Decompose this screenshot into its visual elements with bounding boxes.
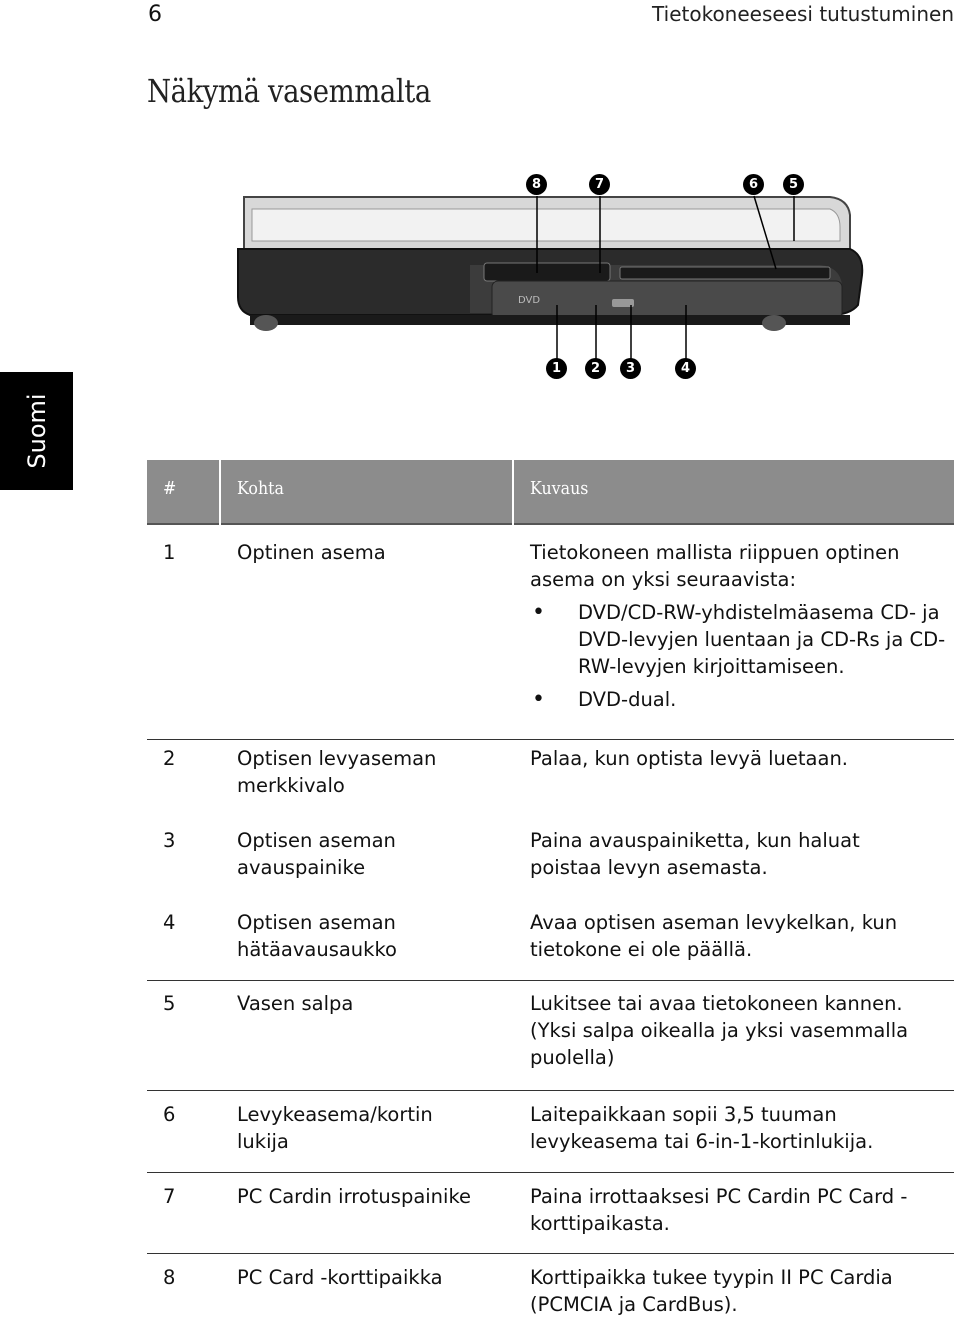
callout-1: 1 — [546, 358, 567, 379]
side-tab-label: Suomi — [22, 393, 51, 469]
bullet-list — [530, 599, 950, 713]
callout-3: 3 — [620, 358, 641, 379]
bullet-item: • DVD/CD-RW-yhdistelmäasema CD- ja DVD-levyjen luentaan ja CD-Rs ja CD-RW-levyjen kirjoittamiseen. — [530, 599, 950, 680]
table-row — [147, 822, 954, 904]
running-head: Tietokoneeseesi tutustuminen — [652, 2, 954, 26]
laptop-illustration — [230, 165, 870, 385]
row-item: Optisen aseman avauspainike — [237, 829, 396, 879]
components-table — [147, 460, 954, 1330]
callout-7: 7 — [589, 174, 610, 195]
row-num: 4 — [163, 911, 176, 934]
row-num: 7 — [163, 1185, 176, 1208]
row-desc: Korttipaikka tukee tyypin II PC Cardia (PCMCIA ja CardBus). — [530, 1266, 893, 1316]
row-desc: Paina irrottaaksesi PC Cardin PC Card -korttipaikasta. — [530, 1185, 908, 1235]
section-title: Näkymä vasemmalta — [147, 72, 431, 110]
table-row — [147, 1254, 954, 1330]
row-desc: Paina avauspainiketta, kun haluat poistaa levyn asemasta. — [530, 829, 860, 879]
callout-8: 8 — [526, 174, 547, 195]
header-desc: Kuvaus — [530, 478, 589, 499]
row-item: PC Cardin irrotuspainike — [237, 1185, 472, 1208]
page-number: 6 — [148, 2, 162, 27]
row-desc: Laitepaikkaan sopii 3,5 tuuman levykeasema tai 6-in-1-kortinlukija. — [530, 1103, 874, 1153]
callout-2: 2 — [585, 358, 606, 379]
table-row — [147, 525, 954, 740]
table-row — [147, 1173, 954, 1254]
row-item: PC Card -korttipaikka — [237, 1266, 443, 1289]
row-desc: Lukitsee tai avaa tietokoneen kannen. (Yksi salpa oikealla ja yksi vasemmalla puolella) — [530, 992, 909, 1069]
row-item: Optinen asema — [237, 541, 386, 564]
table-row — [147, 1091, 954, 1173]
header-item: Kohta — [237, 478, 284, 499]
row-item: Optisen levyaseman merkkivalo — [237, 747, 437, 797]
laptop-left-view-figure — [230, 165, 870, 385]
row-num: 3 — [163, 829, 176, 852]
row-item: Vasen salpa — [237, 992, 354, 1015]
bullet-item: • DVD-dual. — [530, 686, 950, 713]
table-row — [147, 740, 954, 822]
row-num: 6 — [163, 1103, 176, 1126]
row-desc: Palaa, kun optista levyä luetaan. — [530, 747, 848, 770]
callout-4: 4 — [675, 358, 696, 379]
language-side-tab — [0, 372, 73, 490]
row-num: 8 — [163, 1266, 176, 1289]
row-desc: Avaa optisen aseman levykelkan, kun tietokone ei ole päällä. — [530, 911, 898, 961]
row-desc — [530, 539, 950, 719]
row-num: 5 — [163, 992, 176, 1015]
callout-5: 5 — [783, 174, 804, 195]
row-num: 1 — [163, 541, 176, 564]
dvd-logo: DVD — [518, 295, 541, 306]
table-row — [147, 981, 954, 1091]
row-num: 2 — [163, 747, 176, 770]
row-item: Optisen aseman hätäavausaukko — [237, 911, 397, 961]
table-row — [147, 904, 954, 981]
row-item: Levykeasema/kortin lukija — [237, 1103, 433, 1153]
header-num: # — [163, 478, 177, 499]
callout-6: 6 — [743, 174, 764, 195]
table-header — [147, 460, 954, 525]
row-desc-text: Tietokoneen mallista riippuen optinen asema on yksi seuraavista: — [530, 541, 900, 591]
